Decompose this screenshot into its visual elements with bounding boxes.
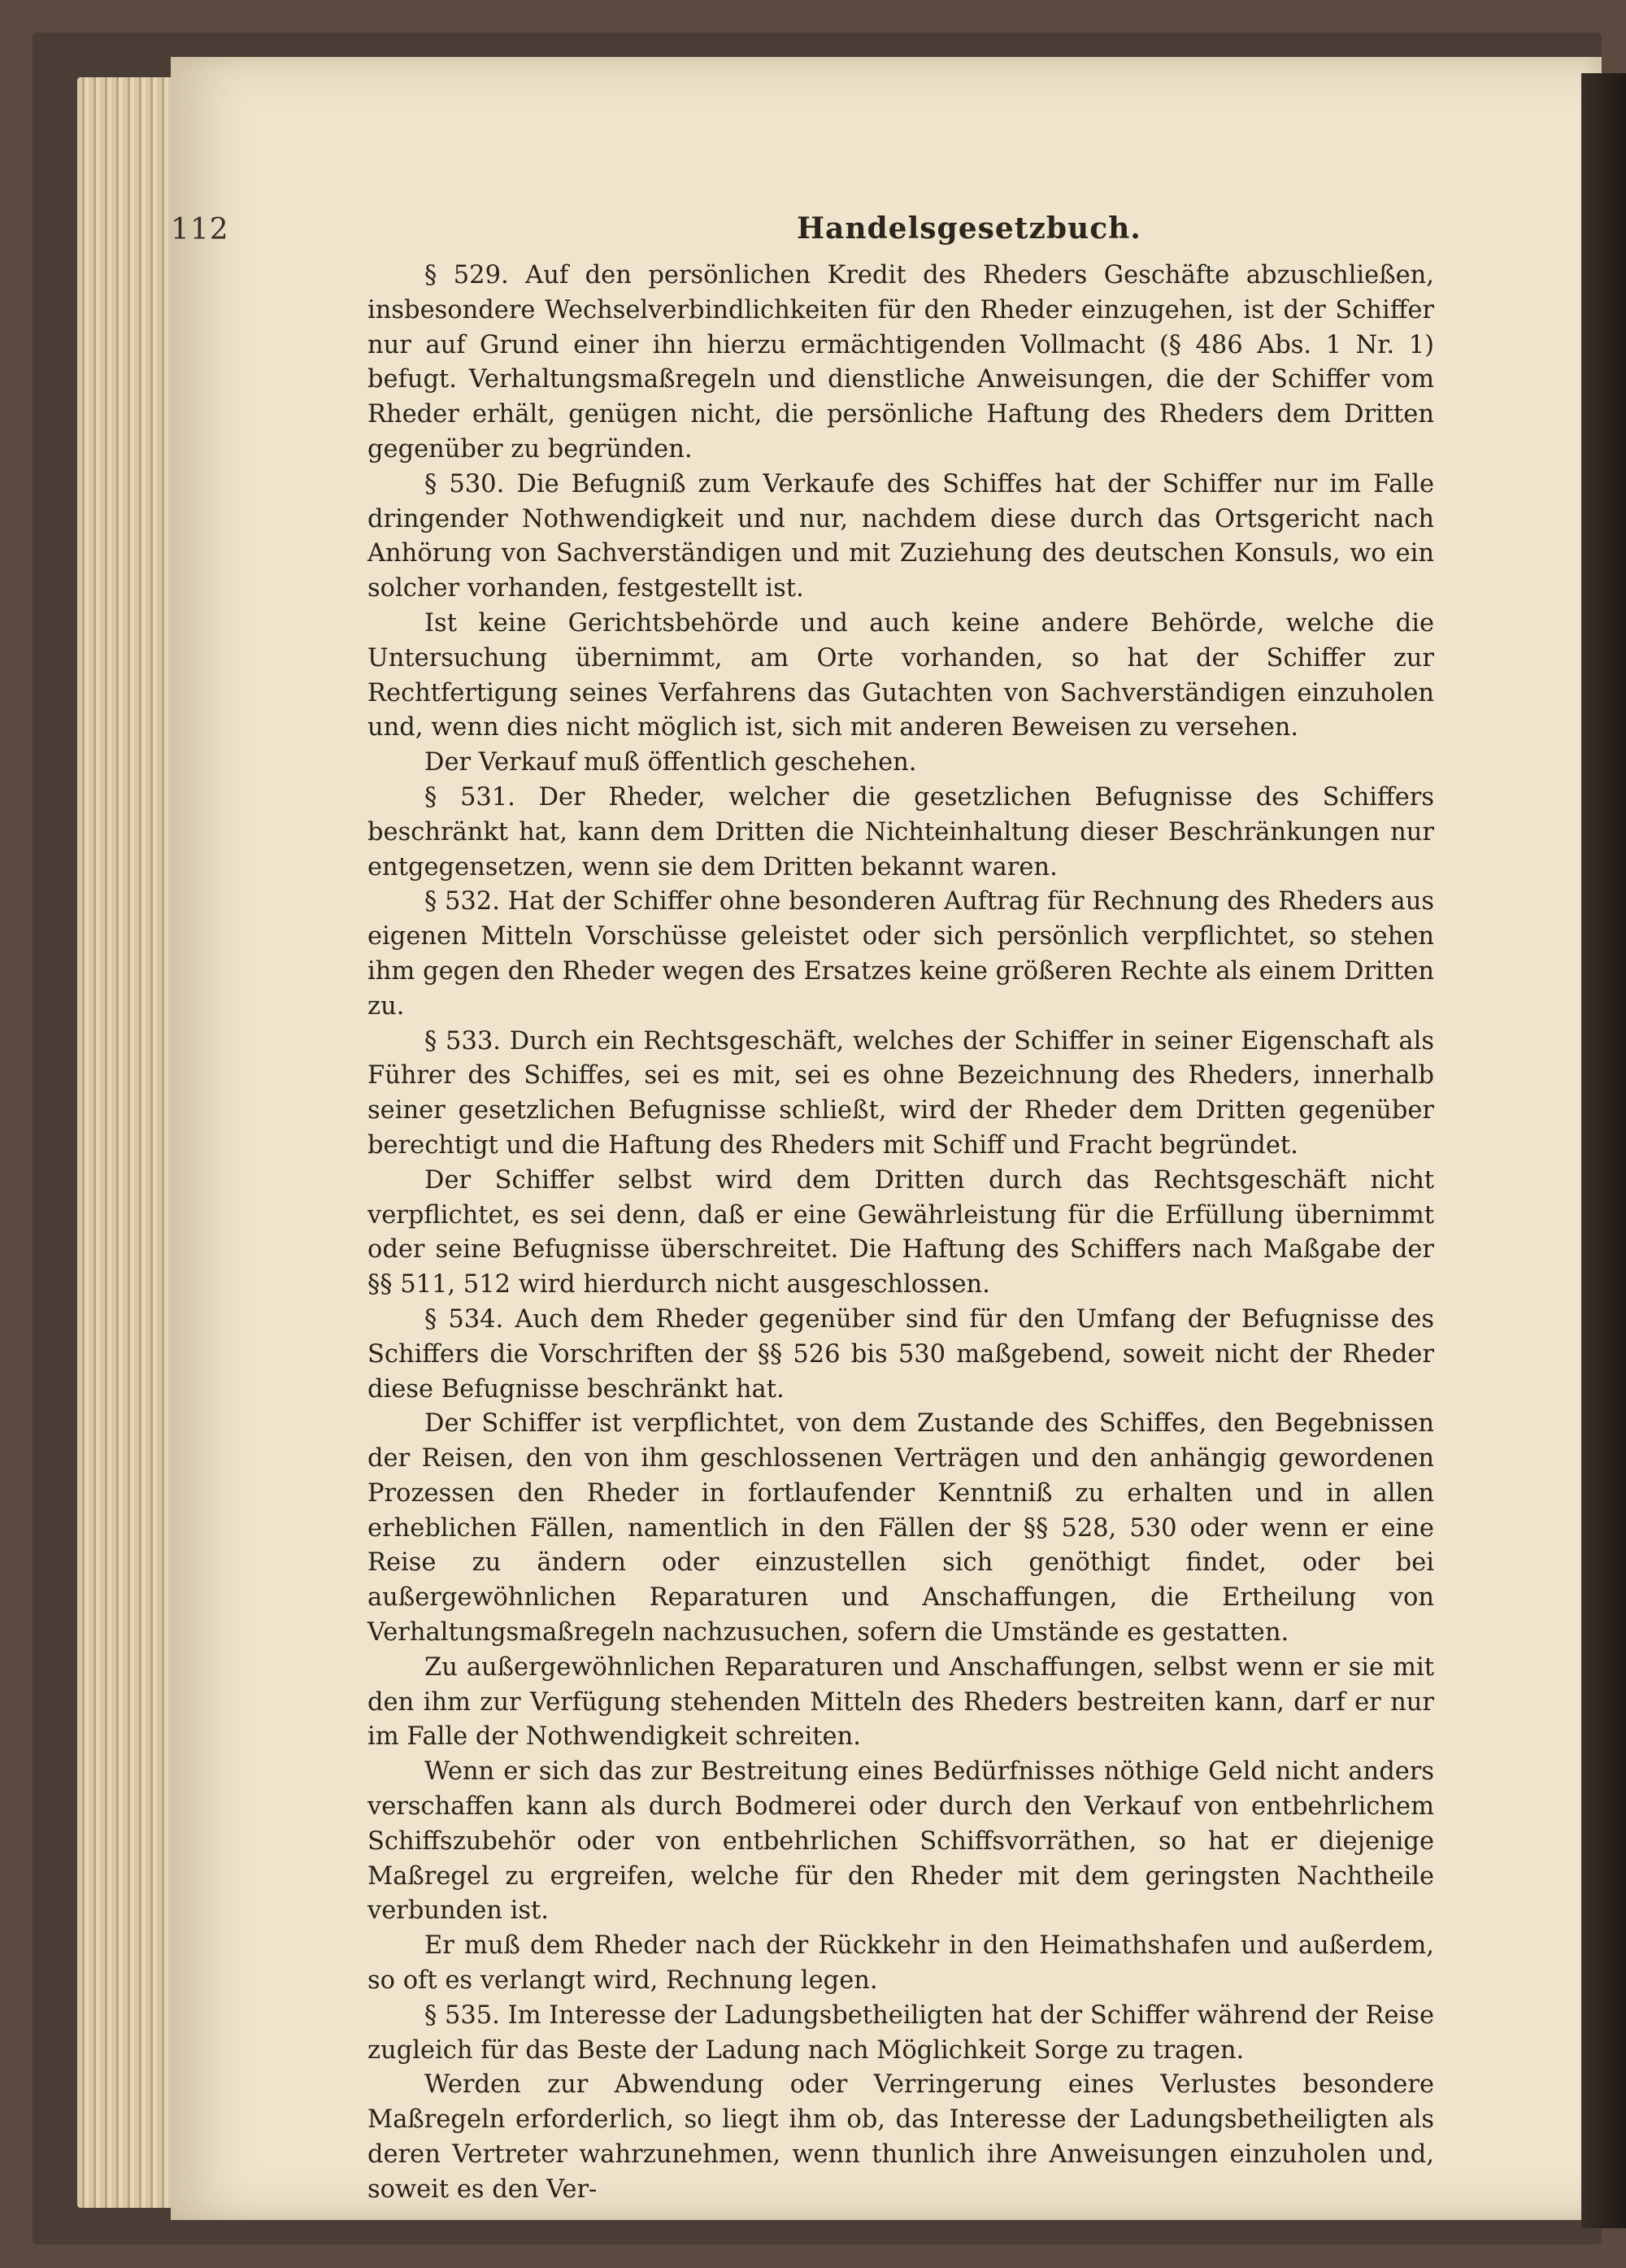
paragraph-531: § 531. Der Rheder, welcher die gesetzlichen Befugnisse des Schiffers beschränkt hat, kann dem Dritten die Nichteinhaltung dieser Beschränkungen nur entgegensetzen, wenn sie dem Dritten bekannt waren.: [367, 782, 1434, 882]
paragraph-533-2: Der Schiffer selbst wird dem Dritten durch das Rechtsgeschäft nicht verpflichtet, es sei denn, daß er eine Gewährleistung für die Erfüllung übernimmt oder seine Befugnisse überschreitet. Die Haftung des Schiffers nach Maßgabe der §§ 511, 512 wird hierdurch nicht ausgeschlossen.: [367, 1165, 1434, 1299]
page-number: 112: [171, 213, 229, 246]
paragraph-530: § 530. Die Befugniß zum Verkaufe des Schiffes hat der Schiffer nur im Falle dringender Nothwendigkeit und nur, nachdem diese durch das Ortsgericht nach Anhörung von Sachverständigen und mit Zuziehung des deutschen Konsuls, wo ein solcher vorhanden, festgestellt ist.: [367, 469, 1434, 603]
paragraph-529: § 529. Auf den persönlichen Kredit des Rheders Geschäfte abzuschließen, insbesondere Wechselverbindlichkeiten für den Rheder einzugehen, ist der Schiffer nur auf Grund einer ihn hierzu ermächtigenden Vollmacht (§ 486 Abs. 1 Nr. 1) befugt. Verhaltungsmaßregeln und dienstliche Anweisungen, die der Schiffer vom Rheder erhält, genügen nicht, die persönliche Haftung des Rheders dem Dritten gegenüber zu begründen.: [367, 261, 1434, 464]
paragraph-534-5: Er muß dem Rheder nach der Rückkehr in den Heimathshafen und außerdem, so oft es verlangt wird, Rechnung legen.: [367, 1931, 1434, 1996]
paragraph-533: § 533. Durch ein Rechtsgeschäft, welches der Schiffer in seiner Eigenschaft als Führer des Schiffes, sei es mit, sei es ohne Bezeichnung des Rheders, innerhalb seiner gesetzlichen Befugnisse schließt, wird der Rheder dem Dritten gegenüber berechtigt und die Haftung des Rheders mit Schiff und Fracht begründet.: [367, 1026, 1434, 1160]
paragraph-534: § 534. Auch dem Rheder gegenüber sind für den Umfang der Befugnisse des Schiffers die Vorschriften der §§ 526 bis 530 maßgebend, soweit nicht der Rheder diese Befugnisse beschränkt hat.: [367, 1304, 1434, 1404]
body-text: [367, 259, 1434, 2208]
paragraph-530-3: Der Verkauf muß öffentlich geschehen.: [424, 748, 917, 777]
paragraph-534-4: Wenn er sich das zur Bestreitung eines Bedürfnisses nöthige Geld nicht anders verschaffen kann als durch Bodmerei oder durch den Verkauf von entbehrlichem Schiffszubehör oder von entbehrlichen Schiffsvorräthen, so hat er diejenige Maßregel zu ergreifen, welche für den Rheder mit dem geringsten Nachtheile verbunden ist.: [367, 1757, 1434, 1926]
paragraph-535-2: Werden zur Abwendung oder Verringerung eines Verlustes besondere Maßregeln erforderlich, so liegt ihm ob, das Interesse der Ladungsbetheiligten als deren Vertreter wahrzunehmen, wenn thunlich ihre Anweisungen einzuholen und, soweit es den Ver-: [367, 2070, 1434, 2204]
running-title: Handelsgesetzbuch.: [797, 211, 1141, 246]
paragraph-530-2: Ist keine Gerichtsbehörde und auch keine andere Behörde, welche die Untersuchung übernimmt, am Orte vorhanden, so hat der Schiffer zur Rechtfertigung seines Verfahrens das Gutachten von Sachverständigen einzuholen und, wenn dies nicht möglich ist, sich mit anderen Beweisen zu versehen.: [367, 608, 1434, 742]
paragraph-534-2: Der Schiffer ist verpflichtet, von dem Zustande des Schiffes, den Begebnissen der Reisen, den von ihm geschlossenen Verträgen und den anhängig gewordenen Prozessen den Rheder in fortlaufender Kenntniß zu erhalten und in allen erheblichen Fällen, namentlich in den Fällen der §§ 528, 530 oder wenn er eine Reise zu ändern oder einzustellen sich genöthigt findet, oder bei außergewöhnlichen Reparaturen und Anschaffungen, die Ertheilung von Verhaltungsmaßregeln nachzusuchen, sofern die Umstände es gestatten.: [367, 1409, 1434, 1648]
gutter-shadow: [1581, 73, 1626, 2228]
paragraph-534-3: Zu außergewöhnlichen Reparaturen und Anschaffungen, selbst wenn er sie mit den ihm zur Verfügung stehenden Mitteln des Rheders bestreiten kann, darf er nur im Falle der Nothwendigkeit schreiten.: [367, 1652, 1434, 1752]
paragraph-532: § 532. Hat der Schiffer ohne besonderen Auftrag für Rechnung des Rheders aus eigenen Mitteln Vorschüsse geleistet oder sich persönlich verpflichtet, so stehen ihm gegen den Rheder wegen des Ersatzes keine größeren Rechte als einem Dritten zu.: [367, 887, 1434, 1021]
paragraph-535: § 535. Im Interesse der Ladungsbetheiligten hat der Schiffer während der Reise zugleich für das Beste der Ladung nach Möglichkeit Sorge zu tragen.: [367, 2000, 1434, 2065]
